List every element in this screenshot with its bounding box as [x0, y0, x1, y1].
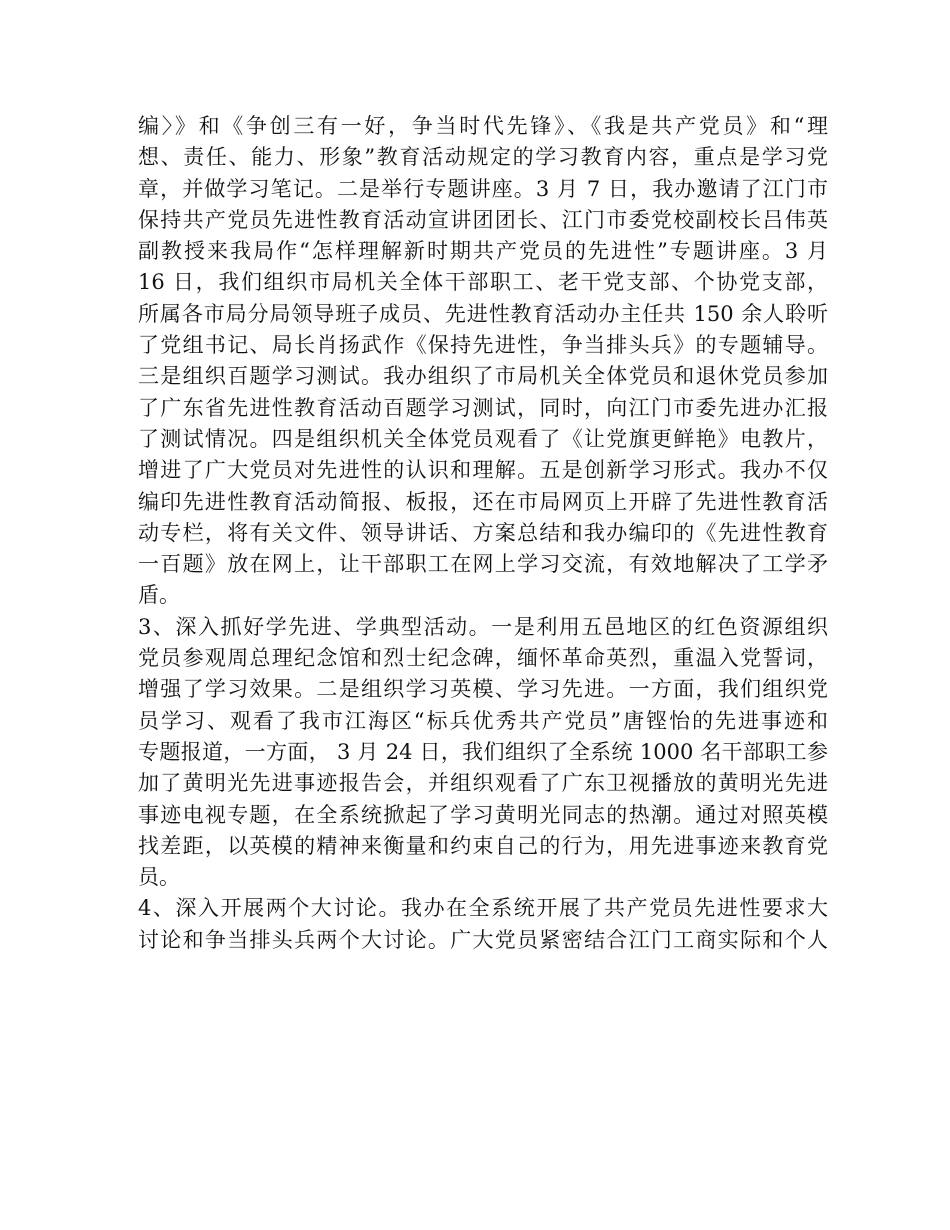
text-line: 保持共产党员先进性教育活动宣讲团团长、江门市委党校副校长吕伟英	[138, 207, 828, 232]
text-line: 编〉》和《争创三有一好，争当时代先锋》、《我是共产党员》和“理	[138, 114, 828, 138]
text-line: 编印先进性教育活动简报、板报，还在市局网页上开辟了先进性教育活	[138, 489, 828, 514]
text-line: 想、责任、能力、形象”教育活动规定的学习教育内容，重点是学习党	[138, 145, 828, 170]
text-line: 事迹电视专题，在全系统掀起了学习黄明光同志的热潮。通过对照英模	[138, 802, 828, 827]
text-line: 增强了学习效果。二是组织学习英模、学习先进。一方面，我们组织党	[138, 677, 828, 702]
text-line: 讨论和争当排头兵两个大讨论。广大党员紧密结合江门工商实际和个人	[138, 927, 828, 952]
text-line: 了党组书记、局长肖扬武作《保持先进性，争当排头兵》的专题辅导。	[138, 333, 828, 358]
text-line: 了测试情况。四是组织机关全体党员观看了《让党旗更鲜艳》电教片，	[138, 426, 828, 451]
text-line: 增进了广大党员对先进性的认识和理解。五是创新学习形式。我办不仅	[138, 458, 828, 483]
text-line: 3、深入抓好学先进、学典型活动。一是利用五邑地区的红色资源组织	[138, 614, 828, 639]
text-line: 加了黄明光先进事迹报告会，并组织观看了广东卫视播放的黄明光先进	[138, 771, 828, 796]
text-line: 专题报道，一方面， 3 月 24 日，我们组织了全系统 1000 名干部职工参	[138, 739, 828, 764]
text-line: 员。	[138, 865, 180, 890]
text-line: 4、深入开展两个大讨论。我办在全系统开展了共产党员先进性要求大	[138, 896, 828, 921]
text-line: 一百题》放在网上，让干部职工在网上学习交流，有效地解决了工学矛	[138, 552, 828, 577]
text-line: 找差距，以英模的精神来衡量和约束自己的行为，用先进事迹来教育党	[138, 833, 828, 858]
text-line: 副教授来我局作“怎样理解新时期共产党员的先进性”专题讲座。3 月	[138, 239, 828, 264]
text-line: 三是组织百题学习测试。我办组织了市局机关全体党员和退休党员参加	[138, 364, 828, 389]
text-line: 党员参观周总理纪念馆和烈士纪念碑，缅怀革命英烈，重温入党誓词，	[138, 646, 828, 671]
text-line: 了广东省先进性教育活动百题学习测试，同时，向江门市委先进办汇报	[138, 395, 828, 420]
text-line: 16 日，我们组织市局机关全体干部职工、老干党支部、个协党支部，	[138, 270, 828, 295]
text-line: 所属各市局分局领导班子成员、先进性教育活动办主任共 150 余人聆听	[138, 301, 828, 326]
text-line: 员学习、观看了我市江海区“标兵优秀共产党员”唐铿怡的先进事迹和	[138, 708, 828, 733]
text-line: 章，并做学习笔记。二是举行专题讲座。3 月 7 日，我办邀请了江门市	[138, 176, 828, 201]
text-line: 盾。	[138, 583, 180, 608]
body-text	[138, 111, 828, 956]
text-line: 动专栏，将有关文件、领导讲话、方案总结和我办编印的《先进性教育	[138, 520, 828, 545]
